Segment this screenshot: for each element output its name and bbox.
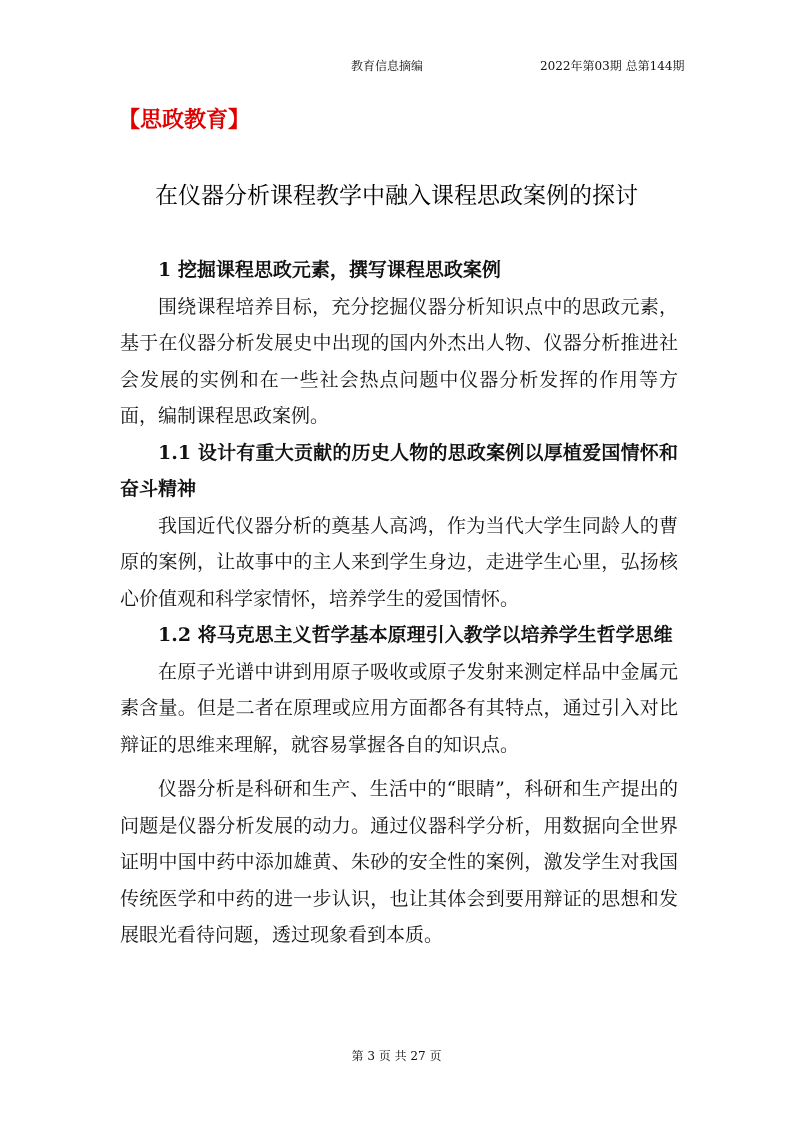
- paragraph-gap: [120, 763, 678, 771]
- issue-number: 2022年第03期 总第144期: [540, 59, 685, 73]
- paragraph-1: 围绕课程培养目标，充分挖掘仪器分析知识点中的思政元素，基于在仪器分析发展史中出现的国内外杰出人物、仪器分析推进社会发展的实例和在一些社会热点问题中仪器分析发挥的作用等方面，编制课程思政案例。: [120, 295, 678, 427]
- section-heading-1-2: 1.2 将马克思主义哲学基本原理引入教学以培养学生哲学思维: [158, 624, 673, 646]
- section-heading-1-1: 1.1 设计有重大贡献的历史人物的思政案例以厚植爱国情怀和奋斗精神: [120, 441, 678, 500]
- article-title: 在仪器分析课程教学中融入课程思政案例的探讨: [155, 183, 638, 209]
- section-tag: 【思政教育】: [118, 108, 251, 133]
- paragraph-4: 仪器分析是科研和生产、生活中的“眼睛”，科研和生产提出的问题是仪器分析发展的动力。通过仪器科学分析，用数据向全世界证明中国中药中添加雄黄、朱砂的安全性的案例，激发学生对我国传统医学和中药的进一步认识，也让其体会到要用辩证的思想和发展眼光看待问题，透过现象看到本质。: [120, 778, 678, 946]
- paragraph-3: 在原子光谱中讲到用原子吸收或原子发射来测定样品中金属元素含量。但是二者在原理或应用方面都各有其特点，通过引入对比辩证的思维来理解，就容易掌握各自的知识点。: [120, 660, 678, 756]
- article-body: [120, 252, 678, 954]
- paragraph-2: 我国近代仪器分析的奠基人高鸿，作为当代大学生同龄人的曹原的案例，让故事中的主人来到学生身边，走进学生心里，弘扬核心价值观和科学家情怀，培养学生的爱国情怀。: [120, 514, 678, 610]
- page-footer: 第 3 页 共 27 页: [351, 1049, 442, 1063]
- section-heading-1: 1 挖掘课程思政元素，撰写课程思政案例: [158, 259, 501, 281]
- publication-name: 教育信息摘编: [351, 59, 424, 73]
- page-header: [0, 57, 793, 77]
